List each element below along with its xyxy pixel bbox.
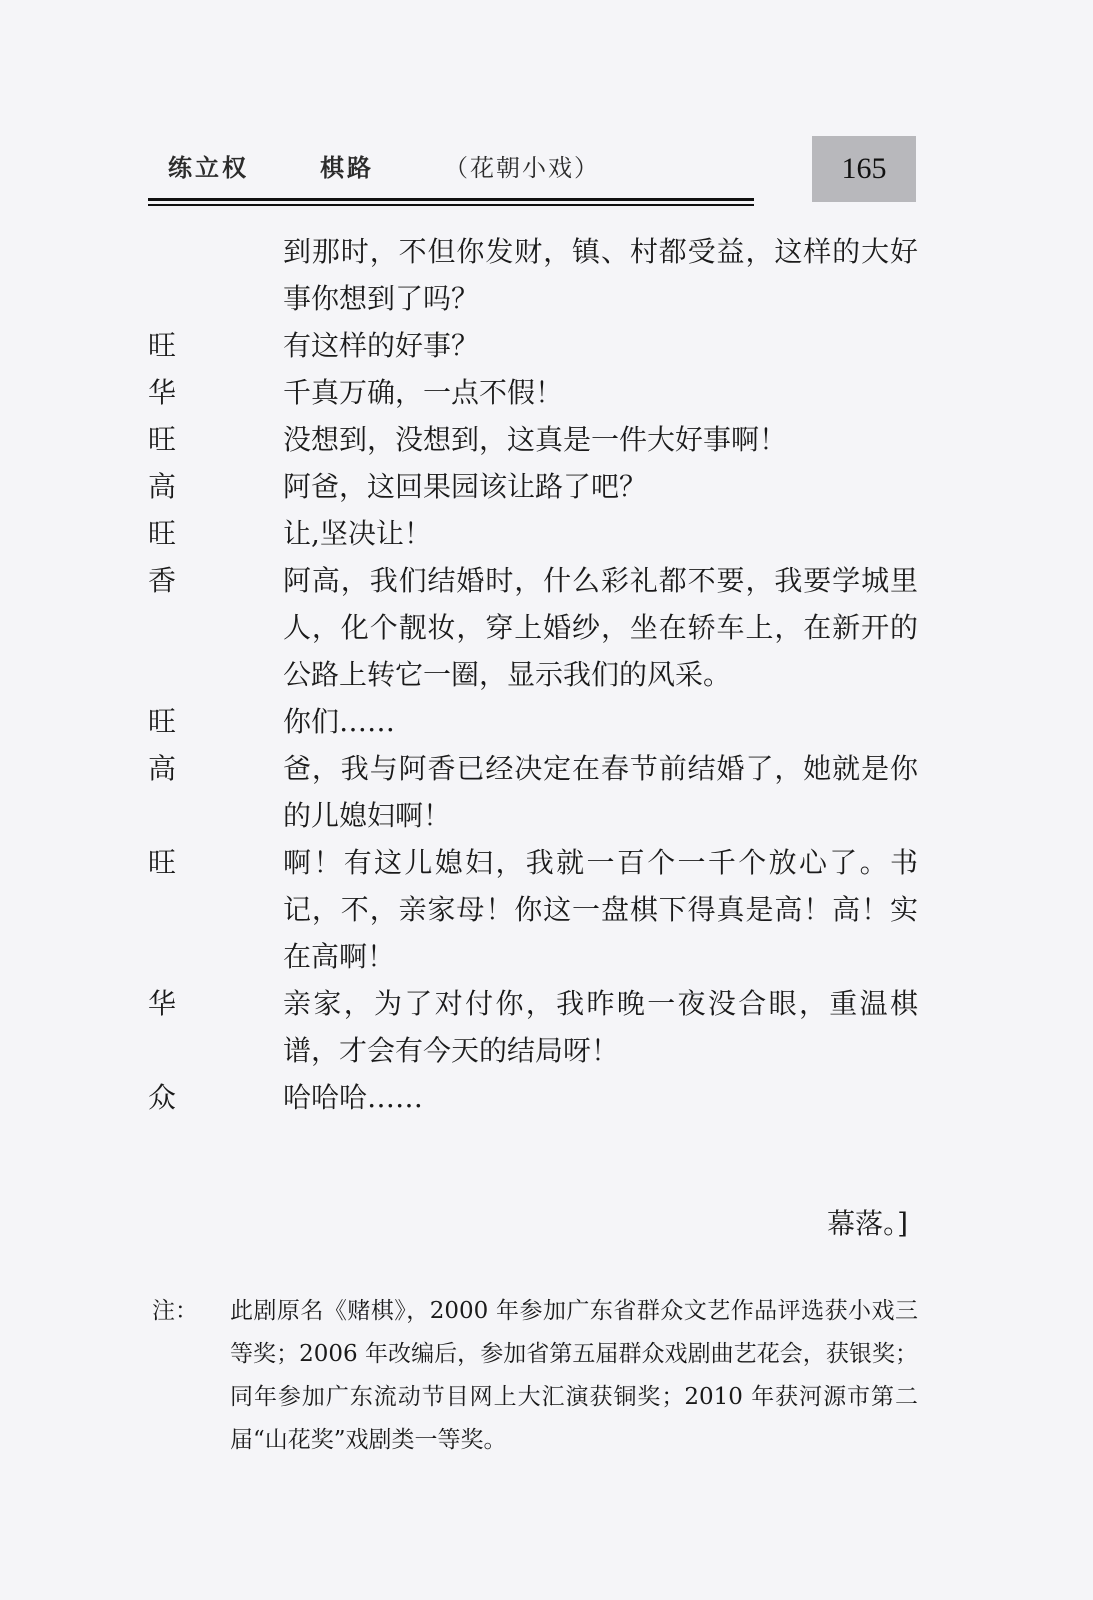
page-number-box	[812, 136, 916, 202]
dialogue-line	[148, 463, 918, 510]
speaker: 高	[148, 752, 177, 785]
line-text: 阿高，我们结婚时，什么彩礼都不要，我要学城里人，化个靓妆，穿上婚纱，坐在轿车上，在新开的公路上转它一圈，显示我们的风采。	[283, 564, 918, 691]
dialogue-line	[148, 557, 918, 698]
dialogue-line	[148, 510, 918, 557]
dialogue-line	[148, 745, 918, 839]
dialogue-line	[148, 698, 918, 745]
note-label: 注：	[152, 1298, 198, 1324]
dialogue-line	[148, 839, 918, 980]
line-text: 阿爸，这回果园该让路了吧？	[283, 470, 648, 503]
speaker: 高	[148, 470, 177, 503]
speaker: 旺	[148, 705, 177, 738]
dialogue-line	[148, 369, 918, 416]
speaker: 旺	[148, 846, 177, 879]
line-text: 你们……	[283, 705, 396, 738]
dialogue-line	[148, 980, 918, 1074]
line-text: 亲家，为了对付你，我昨晚一夜没合眼，重温棋谱，才会有今天的结局呀！	[283, 987, 918, 1067]
line-text: 哈哈哈……	[283, 1081, 424, 1114]
header-rule-thick	[148, 198, 754, 201]
speaker: 众	[148, 1081, 177, 1114]
header-genre: （花朝小戏）	[444, 154, 600, 182]
header-title: 棋路	[320, 153, 374, 182]
note-text: 此剧原名《赌棋》，2000 年参加广东省群众文艺作品评选获小戏三等奖；2006 年改编后，参加省第五届群众戏剧曲艺花会，获银奖；同年参加广东流动节目网上大汇演获铜奖；2010 年获河源市第二届“山花奖”戏剧类一等奖。	[230, 1298, 918, 1453]
footnote	[152, 1290, 918, 1462]
speaker	[148, 228, 283, 322]
speaker: 华	[148, 376, 177, 409]
curtain-falls: 幕落。]	[827, 1207, 908, 1240]
speaker: 旺	[148, 423, 177, 456]
header-rule-thin	[148, 204, 754, 206]
line-text: 让,坚决让！	[283, 517, 432, 550]
speaker: 香	[148, 564, 177, 597]
header-author: 练立权	[168, 153, 249, 182]
line-text: 啊！有这儿媳妇，我就一百个一千个放心了。书记，不，亲家母！你这一盘棋下得真是高！高！实在高啊！	[283, 846, 918, 973]
dialogue-line	[148, 416, 918, 463]
speaker: 华	[148, 987, 177, 1020]
dialogue-line	[148, 1074, 918, 1121]
line-text: 爸，我与阿香已经决定在春节前结婚了，她就是你的儿媳妇啊！	[283, 752, 918, 832]
dialogue-line	[148, 228, 918, 322]
dialogue	[148, 228, 918, 1121]
line-text: 到那时，不但你发财，镇、村都受益，这样的大好事你想到了吗？	[283, 235, 918, 315]
line-text: 千真万确，一点不假！	[283, 376, 564, 409]
page-number: 165	[841, 152, 887, 185]
line-text: 有这样的好事？	[283, 329, 480, 362]
speaker: 旺	[148, 329, 177, 362]
speaker: 旺	[148, 517, 177, 550]
line-text: 没想到，没想到，这真是一件大好事啊！	[283, 423, 788, 456]
dialogue-line	[148, 322, 918, 369]
